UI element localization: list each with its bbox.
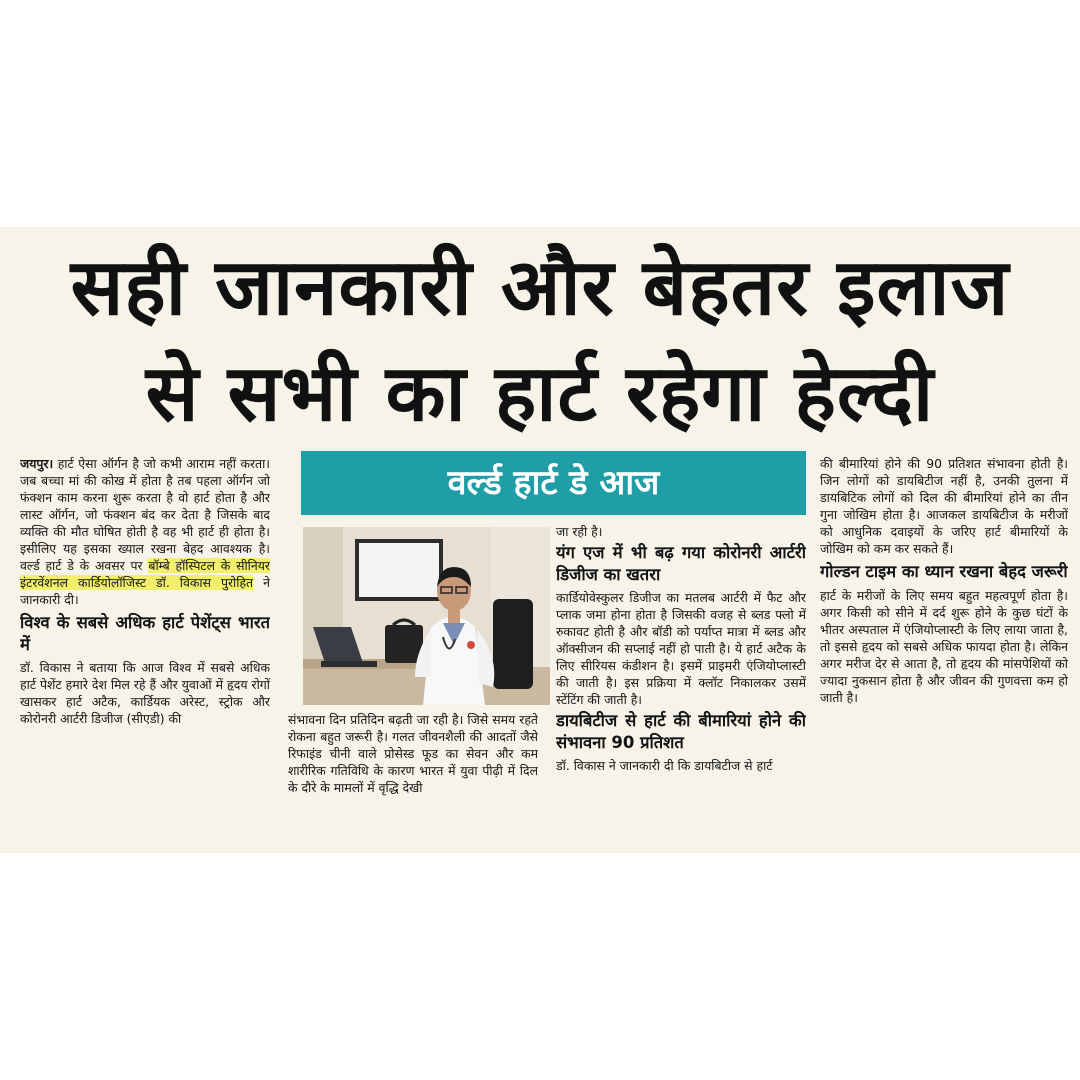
world-heart-day-banner: वर्ल्ड हार्ट डे आज xyxy=(301,451,806,515)
paragraph-diabetes-start: डॉ. विकास ने जानकारी दी कि डायबिटीज से हार्ट xyxy=(556,758,773,773)
doctor-photo xyxy=(303,527,550,705)
subhead-young-age-cad: यंग एज में भी बढ़ गया कोरोनरी आर्टरी डिजीज का खतरा xyxy=(556,543,806,584)
paragraph-youth-heart-attacks: संभावना दिन प्रतिदिन बढ़ती जा रही है। जिसे समय रहते रोकना बहुत जरूरी है। गलत जीवनशैली की आदतों जैसे रिफाइंड चीनी वाले प्रोसेस्ड फूड का सेवन और कम शारीरिक गतिविधि के कारण भारत में युवा पीढ़ी में दिल के दौरे के मामलों में वृद्धि देखी xyxy=(288,712,538,795)
article-column-3 xyxy=(556,523,806,847)
subhead-diabetes: डायबिटीज से हार्ट की बीमारियां होने की संभावना 90 प्रतिशत xyxy=(556,711,806,752)
paragraph-india-patients: डॉ. विकास ने बताया कि आज विश्व में सबसे अधिक हार्ट पेशेंट हमारे देश मिल रहे हैं और युवाओं में हृदय रोगों खासकर हार्ट अटैक, कार्डियक अरेस्ट, स्ट्रोक और कोरोनरी आर्टरी डिजीज (सीएडी) की xyxy=(20,660,270,726)
intro-paragraph xyxy=(20,455,270,608)
paragraph-cardiovascular: कार्डियोवेस्कुलर डिजीज का मतलब आर्टरी में फैट और प्लाक जमा होना होता है जिसकी वजह से ब्लड फ्लो में रुकावट होती है और बॉडी को पर्याप्त मात्रा में ब्लड और ऑक्सीजन की सप्लाई नहीं हो पाती है। ये हार्ट अटैक के लिए सीरियस कंडीशन है। इसमें प्राइमरी एंजियोप्लास्टी की जाती है। इस प्रक्रिया में क्लॉट निकालकर उसमें स्टेंटिंग की जाती है। xyxy=(556,590,806,707)
paragraph-continued: जा रही है। xyxy=(556,524,603,539)
paragraph-diabetes-risk: की बीमारियां होने की 90 प्रतिशत संभावना होती है। जिन लोगों को डायबिटीज नहीं है, उनकी तुलना में डायबिटिक लोगों को दिल की बीमारियां होने का तीन गुना जोखिम होता है। आजकल डायबिटीज के मरीजों को आधुनिक दवाइयों के जरिए हार्ट बीमारियों के जोखिम को कम कर सकते हैं। xyxy=(820,456,1068,556)
article-column-1 xyxy=(20,455,270,847)
article-column-4 xyxy=(820,455,1068,847)
highlighted-doctor-name: बॉम्बे हॉस्पिटल के सीनियर इंटरवेंशनल कार्डियोलॉजिस्ट डॉ. विकास पुरोहित xyxy=(20,558,270,590)
headline-line-2: से सभी का हार्ट रहेगा हेल्दी xyxy=(145,349,935,439)
subhead-india-patients: विश्व के सबसे अधिक हार्ट पेशेंट्स भारत में xyxy=(20,613,270,654)
intro-text-end: ने जानकारी दी। xyxy=(20,575,270,607)
paragraph-golden-time: हार्ट के मरीजों के लिए समय बहुत महत्वपूर्ण होता है। अगर किसी को सीने में दर्द शुरू होने के कुछ घंटों के भीतर अस्पताल में एंजियोप्लास्टी के लिए लाया जाता है, तो इससे हृदय को सबसे अधिक फायदा होता है। लेकिन अगर मरीज देर से आता है, तो हृदय की मांसपेशियों को ज्यादा नुकसान होता है और जीवन की गुणवत्ता कम हो जाती है। xyxy=(820,588,1068,705)
subhead-golden-time: गोल्डन टाइम का ध्यान रखना बेहद जरूरी xyxy=(820,562,1068,581)
newspaper-clipping xyxy=(0,227,1080,853)
intro-text: हार्ट ऐसा ऑर्गन है जो कभी आराम नहीं करता। जब बच्चा मां की कोख में होता है तब पहला ऑर्गन जो फंक्शन काम करना शुरू करता है वो हार्ट होता है और लास्ट ऑर्गन, जो फंक्शन बंद कर देता है जिसके बाद व्यक्ति की मौत घोषित होती है वह भी हार्ट ही होता है। इसीलिए यह इसका ख्याल रखना बेहद आवश्यक है। वर्ल्ड हार्ट डे के अवसर पर xyxy=(20,456,270,573)
article-column-2 xyxy=(288,711,538,851)
dateline: जयपुर। xyxy=(20,456,54,471)
headline-line-1: सही जानकारी और बेहतर इलाज xyxy=(70,243,1010,333)
